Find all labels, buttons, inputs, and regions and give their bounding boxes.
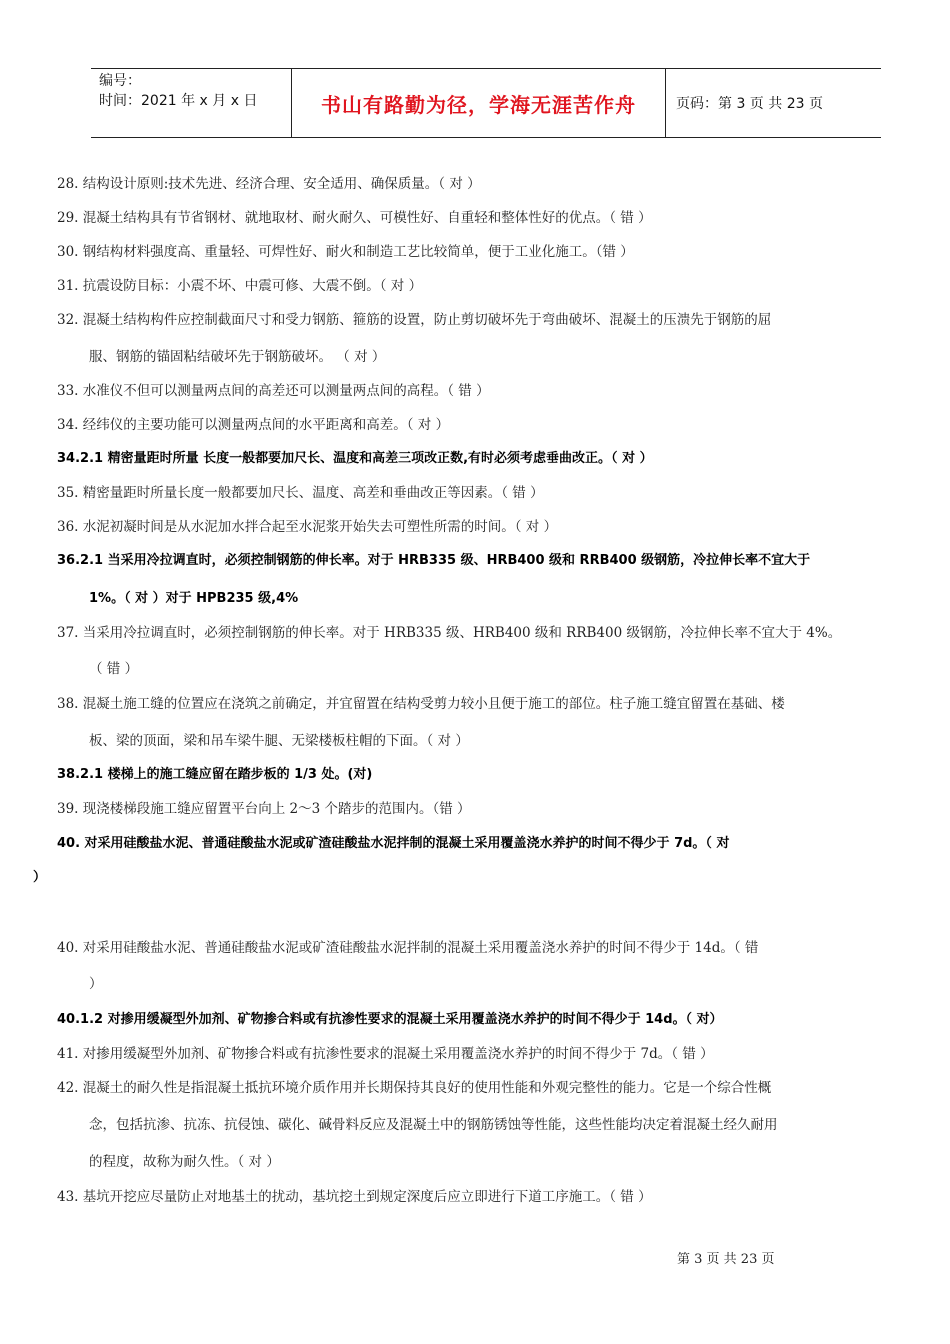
item-32: 32. 混凝土结构构件应控制截面尺寸和受力钢筋、箍筋的设置，防止剪切破坏先于弯曲破坏、混凝土的压溃先于钢筋的屈: [57, 312, 772, 328]
item-40-bold-close: ）: [33, 870, 47, 885]
item-33: 33. 水准仪不但可以测量两点间的高差还可以测量两点间的高程。（ 错 ）: [57, 383, 490, 399]
item-32-continued: 服、钢筋的锚固粘结破坏先于钢筋破坏。 （ 对 ）: [89, 349, 386, 365]
item-40: 40. 对采用硅酸盐水泥、普通硅酸盐水泥或矿渣硅酸盐水泥拌制的混凝土采用覆盖浇水养护的时间不得少于 14d。（ 错: [57, 940, 759, 956]
item-28: 28. 结构设计原则:技术先进、经济合理、安全适用、确保质量。（ 对 ）: [57, 176, 481, 192]
item-36-2-1: 36.2.1 当采用冷拉调直时，必须控制钢筋的伸长率。对于 HRB335 级、HRB400 级和 RRB400 级钢筋，冷拉伸长率不宜大于: [57, 553, 811, 568]
date-label: 时间：2021 年 x 月 x 日: [99, 93, 258, 109]
item-29: 29. 混凝土结构具有节省钢材、就地取材、耐火耐久、可模性好、自重轻和整体性好的优点。（ 错 ）: [57, 210, 652, 226]
item-38-continued: 板、梁的顶面，梁和吊车梁牛腿、无梁楼板柱帽的下面。（ 对 ）: [89, 733, 469, 749]
item-31: 31. 抗震设防目标：小震不坏、中震可修、大震不倒。（ 对 ）: [57, 278, 423, 294]
item-42: 42. 混凝土的耐久性是指混凝土抵抗环境介质作用并长期保持其良好的使用性能和外观完整性的能力。它是一个综合性概: [57, 1080, 772, 1096]
header-motto: 书山有路勤为径，学海无涯苦作舟: [292, 69, 666, 137]
header-meta: [91, 69, 292, 137]
item-40-close: ）: [89, 976, 103, 992]
serial-number-label: 编号：: [99, 73, 141, 89]
item-41: 41. 对掺用缓凝型外加剂、矿物掺合料或有抗渗性要求的混凝土采用覆盖浇水养护的时间不得少于 7d。（ 错 ）: [57, 1046, 714, 1062]
item-36-2-1-continued: 1%。（ 对 ）对于 HPB235 级,4%: [89, 591, 299, 606]
item-38: 38. 混凝土施工缝的位置应在浇筑之前确定，并宜留置在结构受剪力较小且便于施工的部位。柱子施工缝宜留置在基础、楼: [57, 696, 785, 712]
item-43: 43. 基坑开挖应尽量防止对地基土的扰动，基坑挖土到规定深度后应立即进行下道工序施工。（ 错 ）: [57, 1189, 652, 1205]
item-42-continued-1: 念，包括抗渗、抗冻、抗侵蚀、碳化、碱骨料反应及混凝土中的钢筋锈蚀等性能，这些性能均决定着混凝土经久耐用: [89, 1117, 778, 1133]
item-34: 34. 经纬仪的主要功能可以测量两点间的水平距离和高差。（ 对 ）: [57, 417, 450, 433]
item-36: 36. 水泥初凝时间是从水泥加水拌合起至水泥浆开始失去可塑性所需的时间。（ 对 ）: [57, 519, 558, 535]
header-page-info: 页码：第 3 页 共 23 页: [676, 96, 823, 112]
item-34-2-1: 34.2.1 精密量距时所量 长度一般都要加尺长、温度和高差三项改正数,有时必须考虑垂曲改正。（ 对 ）: [57, 451, 653, 466]
item-37: 37. 当采用冷拉调直时，必须控制钢筋的伸长率。对于 HRB335 级、HRB400 级和 RRB400 级钢筋，冷拉伸长率不宜大于 4%。: [57, 625, 842, 641]
item-35: 35. 精密量距时所量长度一般都要加尺长、温度、高差和垂曲改正等因素。（ 错 ）: [57, 485, 544, 501]
item-39: 39. 现浇楼梯段施工缝应留置平台向上 2～3 个踏步的范围内。（错 ）: [57, 801, 471, 817]
item-40-1-2: 40.1.2 对掺用缓凝型外加剂、矿物掺合料或有抗渗性要求的混凝土采用覆盖浇水养护的时间不得少于 14d。（ 对）: [57, 1012, 723, 1027]
item-38-2-1: 38.2.1 楼梯上的施工缝应留在踏步板的 1/3 处。(对): [57, 767, 373, 782]
item-40-bold: 40. 对采用硅酸盐水泥、普通硅酸盐水泥或矿渣硅酸盐水泥拌制的混凝土采用覆盖浇水养护的时间不得少于 7d。（ 对: [57, 836, 730, 851]
item-30: 30. 钢结构材料强度高、重量轻、可焊性好、耐火和制造工艺比较简单，便于工业化施工。（错 ）: [57, 244, 634, 260]
item-37-continued: （ 错 ）: [89, 661, 139, 677]
page-header: [91, 68, 881, 138]
item-42-continued-2: 的程度，故称为耐久性。（ 对 ）: [89, 1154, 280, 1170]
page-footer: 第 3 页 共 23 页: [677, 1252, 775, 1267]
